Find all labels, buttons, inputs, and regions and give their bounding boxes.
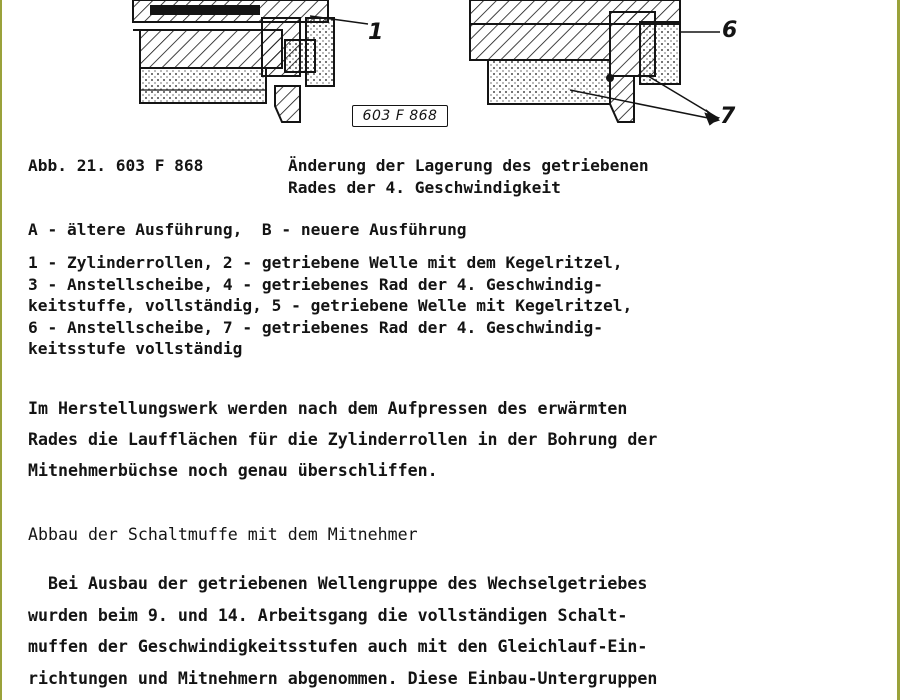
legend-line: 3 - Anstellscheibe, 4 - getriebenes Rad der 4. Geschwindig-: [28, 275, 603, 294]
paragraph-line: richtungen und Mitnehmern abgenommen. Diese Einbau-Untergruppen: [28, 669, 658, 688]
callout-7: 7: [720, 104, 736, 129]
legend-line: 6 - Anstellscheibe, 7 - getriebenes Rad der 4. Geschwindig-: [28, 318, 603, 337]
legend-line: keitstuffe, vollständig, 5 - getriebene Welle mit Kegelritzel,: [28, 296, 633, 315]
paragraph-line: wurden beim 9. und 14. Arbeitsgang die vollständigen Schalt-: [28, 606, 628, 625]
section-b: [470, 0, 720, 124]
paragraph-line: Bei Ausbau der getriebenen Wellengruppe des Wechselgetriebes: [28, 574, 648, 593]
paragraph-line: Mitnehmerbüchse noch genau überschliffen.: [28, 461, 438, 480]
paragraph-line: Rades die Laufflächen für die Zylinderrollen in der Bohrung der: [28, 430, 658, 449]
figure-title-line-2: Rades der 4. Geschwindigkeit: [288, 178, 561, 197]
callout-6: 6: [722, 18, 738, 43]
figure-reference-label: 603 F 868: [352, 105, 448, 127]
legend-line: keitsstufe vollständig: [28, 339, 243, 358]
legend-variants: A - ältere Ausführung, B - neuere Ausführung: [28, 220, 467, 239]
gear-bearing-cross-section-drawing: [0, 0, 900, 140]
paragraph-line: muffen der Geschwindigkeitsstufen auch mit den Gleichlauf-Ein-: [28, 637, 648, 656]
legend-line: 1 - Zylinderrollen, 2 - getriebene Welle mit dem Kegelritzel,: [28, 253, 623, 272]
callout-1: 1: [368, 20, 384, 45]
figure-title-line-1: Änderung der Lagerung des getriebenen: [288, 156, 649, 175]
figure-number: Abb. 21. 603 F 868: [28, 156, 204, 175]
section-a: [133, 0, 368, 122]
section-heading: Abbau der Schaltmuffe mit dem Mitnehmer: [28, 525, 418, 544]
paragraph-line: Im Herstellungswerk werden nach dem Aufpressen des erwärmten: [28, 399, 628, 418]
